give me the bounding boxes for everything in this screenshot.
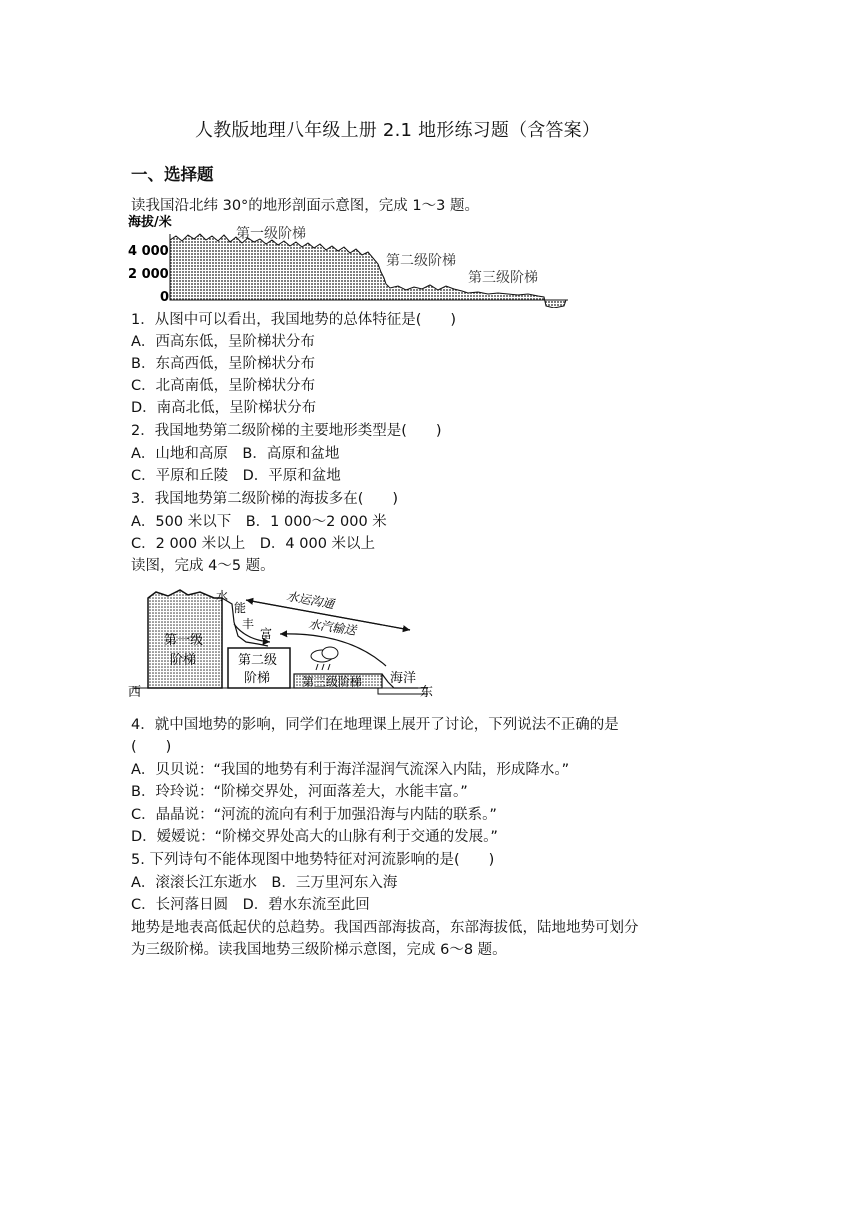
q2-stem: 2．我国地势第二级阶梯的主要地形类型是( ) — [131, 423, 442, 439]
hydro-label-4: 富 — [260, 627, 273, 641]
q4-option-d: D．嫒嫒说：“阶梯交界处高大的山脉有利于交通的发展。” — [131, 829, 498, 845]
tick-2000: 2 000 — [128, 267, 169, 282]
east-label: 东 — [420, 685, 434, 700]
tick-4000: 4 000 — [128, 244, 169, 259]
ocean-label: 海洋 — [390, 671, 417, 686]
q3-options-cd: C．2 000 米以上 D．4 000 米以上 — [131, 536, 376, 552]
terrain-steps-diagram — [128, 582, 438, 702]
y-axis-label: 海拔/米 — [128, 215, 172, 230]
q1-option-d: D．南高北低，呈阶梯状分布 — [131, 400, 317, 416]
q1-option-c: C．北高南低，呈阶梯状分布 — [131, 378, 316, 394]
step-3-label: 第三级阶梯 — [302, 675, 363, 689]
q5-options-cd: C．长河落日圆 D．碧水东流至此回 — [131, 897, 370, 913]
shipping-label: 水运沟通 — [285, 589, 336, 612]
q5-stem: 5. 下列诗句不能体现图中地势特征对河流影响的是( ) — [131, 852, 495, 868]
label-step-2: 第二级阶梯 — [386, 253, 456, 269]
vapor-label: 水汽输送 — [307, 617, 358, 638]
tick-0: 0 — [160, 290, 170, 305]
intro-text-2: 读图，完成 4～5 题。 — [131, 558, 275, 574]
q4-stem-line-1: 4．就中国地势的影响，同学们在地理课上展开了讨论，下列说法不正确的是 — [131, 717, 619, 733]
hydro-label-1: 水 — [216, 589, 229, 603]
intro-text-1: 读我国沿北纬 30°的地形剖面示意图，完成 1～3 题。 — [131, 198, 479, 214]
q5-options-ab: A．滚滚长江东逝水 B．三万里河东入海 — [131, 875, 398, 891]
section-heading: 一、选择题 — [131, 165, 214, 184]
q1-option-a: A．西高东低，呈阶梯状分布 — [131, 334, 315, 350]
step-2-label-2: 阶梯 — [244, 671, 271, 686]
hydro-label-2: 能 — [234, 601, 247, 615]
q1-stem: 1．从图中可以看出，我国地势的总体特征是( ) — [131, 312, 457, 328]
page-title: 人教版地理八年级上册 2.1 地形练习题（含答案） — [195, 120, 601, 141]
rain-cloud-icon — [311, 647, 338, 670]
q4-option-b: B．玲玲说：“阶梯交界处，河面落差大，水能丰富。” — [131, 784, 468, 800]
q4-option-c: C．晶晶说：“河流的流向有利于加强沿海与内陆的联系。” — [131, 807, 497, 823]
step-1-label-2: 阶梯 — [170, 653, 197, 668]
hydro-label-3: 丰 — [242, 617, 255, 631]
terrain-steps-figure — [128, 582, 438, 702]
para-line-1: 地势是地表高低起伏的总趋势。我国西部海拔高，东部海拔低，陆地地势可划分 — [131, 920, 639, 936]
q1-option-b: B．东高西低，呈阶梯状分布 — [131, 356, 315, 372]
q4-option-a: A．贝贝说：“我国的地势有利于海洋湿润气流深入内陆，形成降水。” — [131, 762, 570, 778]
q2-options-cd: C．平原和丘陵 D．平原和盆地 — [131, 468, 341, 484]
q2-options-ab: A．山地和高原 B．高原和盆地 — [131, 446, 340, 462]
step-1-label-1: 第一级 — [164, 633, 204, 648]
step-2-label-1: 第二级 — [238, 653, 278, 668]
q4-stem-line-2: ( ) — [131, 739, 172, 755]
label-step-3: 第三级阶梯 — [468, 270, 538, 286]
q3-options-ab: A．500 米以下 B．1 000～2 000 米 — [131, 514, 387, 530]
para-line-2: 为三级阶梯。读我国地势三级阶梯示意图，完成 6～8 题。 — [131, 942, 507, 958]
label-step-1: 第一级阶梯 — [236, 226, 306, 242]
elevation-profile-chart — [128, 214, 570, 308]
q3-stem: 3．我国地势第二级阶梯的海拔多在( ) — [131, 491, 399, 507]
west-label: 西 — [128, 685, 142, 700]
elevation-profile-figure — [128, 214, 570, 308]
